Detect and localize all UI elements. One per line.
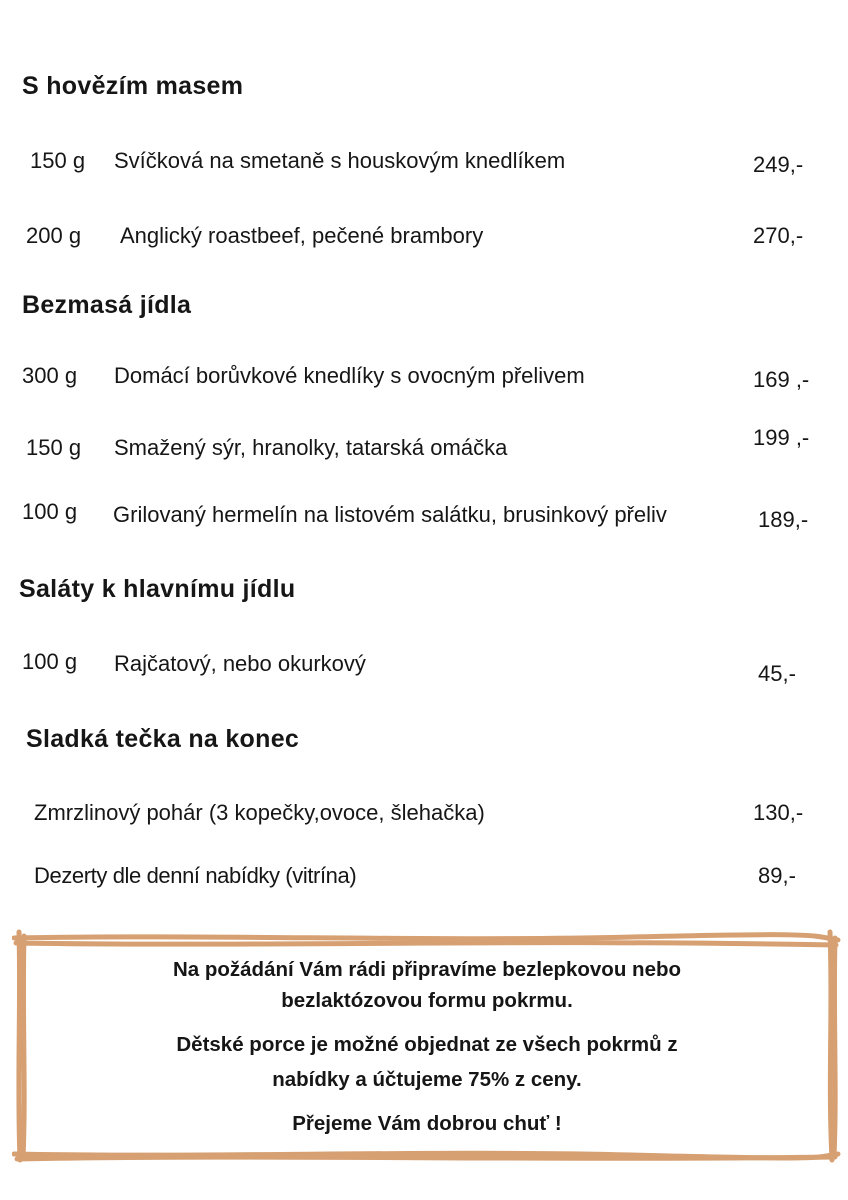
notice-line: Přejeme Vám dobrou chuť ! bbox=[292, 1112, 562, 1135]
item-name: Domácí borůvkové knedlíky s ovocným přelivem bbox=[114, 363, 585, 388]
notice-line: nabídky a účtujeme 75% z ceny. bbox=[272, 1068, 582, 1091]
item-name: Svíčková na smetaně s houskovým knedlíkem bbox=[114, 148, 566, 173]
item-price: 270,- bbox=[753, 223, 804, 248]
notice-line: Dětské porce je možné objednat ze všech pokrmů z bbox=[176, 1033, 678, 1056]
item-name: Zmrzlinový pohár (3 kopečky,ovoce, šlehačka) bbox=[34, 800, 485, 825]
item-weight: 150 g bbox=[30, 148, 86, 173]
item-weight: 100 g bbox=[22, 499, 78, 524]
notice-line: bezlaktózovou formu pokrmu. bbox=[281, 989, 573, 1012]
notice-box bbox=[12, 928, 842, 1164]
item-price: 89,- bbox=[758, 863, 796, 888]
item-name: Smažený sýr, hranolky, tatarská omáčka bbox=[114, 435, 508, 460]
item-name: Anglický roastbeef, pečené brambory bbox=[120, 223, 484, 248]
item-price: 169 ,- bbox=[753, 367, 810, 392]
item-weight: 150 g bbox=[26, 435, 82, 460]
item-price: 249,- bbox=[753, 152, 804, 177]
section-heading-beef: S hovězím masem bbox=[22, 72, 244, 100]
item-price: 130,- bbox=[753, 800, 804, 825]
section-heading-meatless: Bezmasá jídla bbox=[22, 291, 192, 319]
item-weight: 300 g bbox=[22, 363, 78, 388]
section-heading-salads: Saláty k hlavnímu jídlu bbox=[19, 575, 296, 603]
item-price: 189,- bbox=[758, 507, 809, 532]
item-name: Dezerty dle denní nabídky (vitrína) bbox=[34, 863, 357, 888]
item-weight: 100 g bbox=[22, 649, 78, 674]
item-name: Grilovaný hermelín na listovém salátku, brusinkový přeliv bbox=[113, 502, 667, 527]
item-price: 45,- bbox=[758, 661, 796, 686]
notice-line: Na požádání Vám rádi připravíme bezlepkovou nebo bbox=[172, 958, 682, 981]
item-name: Rajčatový, nebo okurkový bbox=[114, 651, 366, 676]
section-heading-desserts: Sladká tečka na konec bbox=[26, 725, 300, 753]
item-price: 199 ,- bbox=[753, 425, 810, 450]
item-weight: 200 g bbox=[26, 223, 82, 248]
